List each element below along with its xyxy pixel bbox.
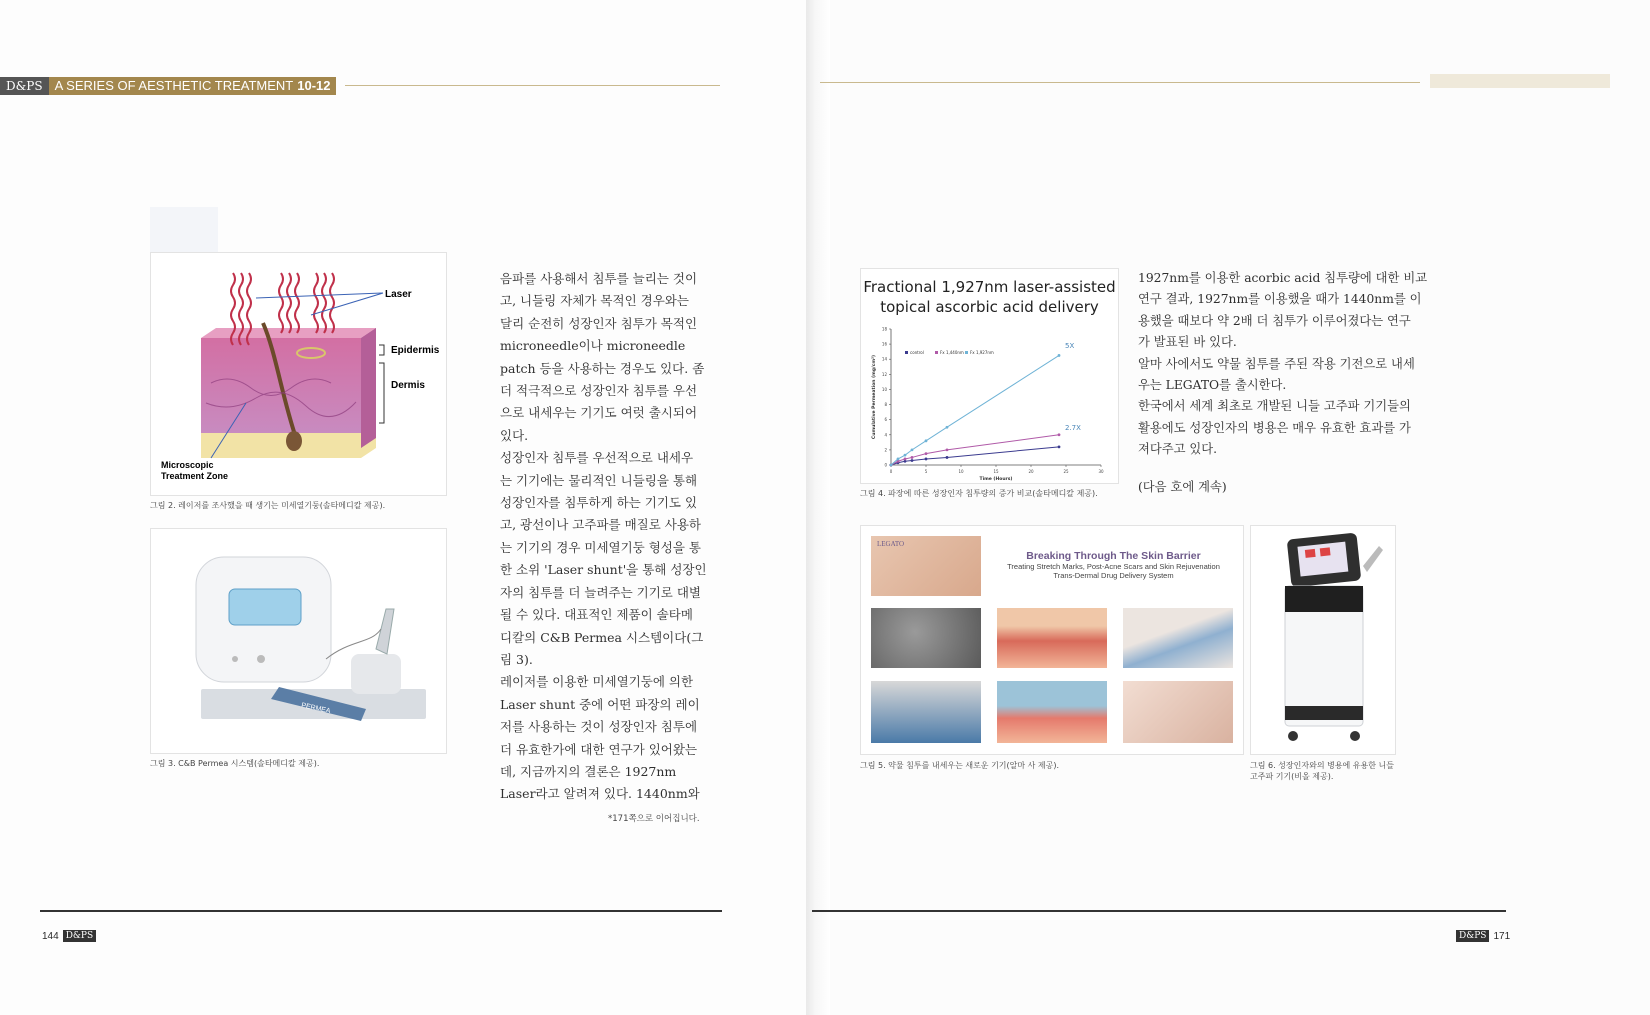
x-axis-label: Time (Hours)	[979, 477, 1013, 482]
label-epidermis: Epidermis	[391, 345, 440, 356]
y-tick-label: 16	[881, 341, 887, 347]
data-point	[904, 454, 907, 457]
collage-brochure	[1123, 681, 1233, 743]
data-point	[925, 458, 928, 461]
y-tick-label: 8	[884, 402, 887, 408]
data-point	[1058, 433, 1061, 436]
skin-diagram-svg	[151, 253, 446, 495]
legend-label: Fx 1,927nm	[970, 350, 994, 355]
data-point	[1058, 445, 1061, 448]
text-line: 으로 내세우는 기기도 여럿 출시되어	[500, 405, 698, 421]
text-line: 디칼의 C&B Permea 시스템이다(그	[500, 629, 704, 645]
text-line: 1927nm를 이용한 acorbic acid 침투량에 대한 비교	[1138, 271, 1428, 285]
left-page	[0, 0, 806, 1015]
data-point	[911, 459, 914, 462]
text-line: 는 기기의 경우 미세열기둥 형성을 통	[500, 539, 701, 555]
y-tick-label: 0	[884, 462, 887, 468]
x-tick-label: 15	[993, 469, 999, 474]
figure-6-caption	[1250, 760, 1394, 782]
x-tick-label: 0	[889, 469, 893, 474]
text-line: microneedle이나 microneedle	[500, 338, 686, 354]
text-line: 한 소위 'Laser shunt'을 통해 성장인	[500, 562, 707, 578]
text-line: 우는 LEGATO를 출시한다.	[1138, 378, 1287, 393]
figure-2-caption: 그림 2. 레이저를 조사했을 때 생기는 미세열기둥(솔타메디칼 제공).	[150, 501, 386, 510]
y-tick-label: 12	[881, 371, 887, 377]
page-number: 144	[42, 930, 59, 942]
text-line: 알마 사에서도 약물 침투를 주된 작용 기전으로 내세	[1138, 356, 1415, 371]
right-folio	[1456, 930, 1510, 942]
text-line: 성장인자 침투를 우선적으로 내세우	[500, 450, 694, 466]
text-line: 성장인자를 침투하게 하는 기기도 있	[500, 495, 698, 511]
text-line: 고, 니들링 자체가 목적인 경우와는	[500, 293, 689, 309]
data-point	[946, 448, 949, 451]
y-tick-label: 2	[884, 447, 887, 453]
text-line: 림 3).	[500, 651, 533, 667]
chart-title: Fractional 1,927nm laser-assisted topical ascorbic acid delivery	[863, 278, 1116, 316]
text-line: 연구 결과, 1927nm를 이용했을 때가 1440nm를 이	[1138, 292, 1422, 307]
text-line: 저를 사용하는 것이 성장인자 침투에	[500, 719, 698, 735]
text-line: 더 적극적으로 성장인자 침투를 우선	[500, 383, 698, 399]
x-tick-label: 30	[1098, 469, 1104, 474]
collage-roller-photo	[871, 608, 981, 668]
figure-6-needle-rf-device	[1250, 525, 1396, 755]
book-gutter	[806, 0, 830, 1015]
data-point	[1058, 354, 1061, 357]
text-line: 자의 침투를 더 늘려주는 기기로 대별	[500, 584, 701, 600]
series-header	[0, 77, 336, 95]
collage-applicator	[1123, 608, 1233, 668]
text-line: 는 기기에는 물리적인 니들링을 통해	[500, 472, 698, 488]
series-issue: 10-12	[297, 78, 331, 93]
header-rule	[345, 85, 720, 86]
y-tick-label: 14	[881, 356, 887, 362]
folio-brand: D&PS	[63, 930, 96, 942]
epidermis-top	[201, 328, 376, 338]
series-line	[891, 355, 1059, 465]
data-point	[911, 448, 914, 451]
text-line: 한국에서 세계 최초로 개발된 니들 고주파 기기들의	[1138, 399, 1411, 414]
y-tick-label: 6	[884, 417, 887, 423]
text-line: 될 수 있다. 대표적인 제품이 솔타메	[500, 607, 693, 623]
text-line: Laser라고 알려져 있다. 1440nm와	[500, 786, 700, 802]
text-line: Laser shunt 중에 어떤 파장의 레이	[500, 696, 700, 712]
data-point	[897, 458, 900, 461]
page-number: 171	[1493, 930, 1511, 942]
figure-3-permea-device	[150, 528, 447, 754]
text-line: patch 등을 사용하는 경우도 있다. 좀	[500, 360, 705, 376]
y-tick-label: 4	[884, 432, 887, 438]
chart-annotation: 5X	[1065, 341, 1075, 350]
collage-skin-photo	[871, 536, 981, 596]
data-point	[925, 452, 928, 455]
folio-brand: D&PS	[1456, 930, 1489, 942]
text-line: 있다.	[500, 427, 529, 443]
text-line: 레이저를 이용한 미세열기둥에 의한	[500, 674, 694, 690]
figure-6-caption-2: 고주파 기기(비올 제공).	[1250, 772, 1334, 781]
right-footer-rule	[812, 910, 1506, 912]
data-point	[946, 456, 949, 459]
right-page	[830, 0, 1650, 1015]
x-tick-label: 5	[924, 469, 928, 474]
figure-5-legato-collage	[860, 525, 1244, 755]
series-title	[49, 77, 337, 95]
y-axis-label: Cumulative Permeation (mg/cm²)	[872, 354, 877, 440]
text-line: 음파를 사용해서 침투를 늘리는 것이	[500, 271, 698, 286]
data-point	[904, 458, 907, 461]
next-issue-note: (다음 호에 계속)	[1138, 479, 1227, 494]
collage-title-block	[991, 550, 1236, 580]
collage-handpiece	[871, 681, 981, 743]
data-point	[925, 439, 928, 442]
data-point	[946, 426, 949, 429]
label-laser: Laser	[385, 289, 412, 300]
x-tick-label: 10	[958, 469, 964, 474]
text-line: 더 유효한가에 대한 연구가 있어왔는	[500, 741, 698, 757]
right-header-bar	[1430, 74, 1610, 88]
x-tick-label: 25	[1063, 469, 1069, 474]
right-body-text	[1138, 268, 1438, 498]
figure-3-caption: 그림 3. C&B Permea 시스템(솔타메디칼 제공).	[150, 759, 320, 768]
legend-label: control	[910, 350, 924, 355]
collage-skin-section-1	[997, 608, 1107, 668]
legend-swatch	[935, 351, 938, 354]
label-mtz-2: Treatment Zone	[161, 471, 229, 481]
collage-subtitle-1: Treating Stretch Marks, Post-Acne Scars and Skin Rejuvenation	[1007, 562, 1220, 571]
continue-note: *171쪽으로 이어집니다.	[608, 814, 700, 824]
figure-4-chart	[860, 268, 1119, 484]
text-line: 져다주고 있다.	[1138, 442, 1218, 457]
collage-skin-section-2	[997, 681, 1107, 743]
right-header-rule	[820, 82, 1420, 83]
legato-logo: LEGATO	[877, 540, 905, 548]
x-tick-label: 20	[1028, 469, 1034, 474]
figure-4-caption: 그림 4. 파장에 따른 성장인자 침투량의 증가 비교(솔타메디칼 제공).	[860, 489, 1098, 498]
collage-title: Breaking Through The Skin Barrier	[1026, 550, 1201, 562]
legend-label: Fx 1,440nm	[940, 350, 964, 355]
series-name: A SERIES OF AESTHETIC TREATMENT	[54, 78, 294, 93]
data-point	[911, 456, 914, 459]
text-line: 용했을 때보다 약 2배 더 침투가 이루어졌다는 연구	[1138, 313, 1411, 328]
figure-6-caption-1: 그림 6. 성장인자와의 병용에 유용한 니들	[1250, 761, 1394, 770]
left-folio	[42, 930, 96, 942]
y-tick-label: 10	[881, 386, 887, 392]
chart-annotation: 2.7X	[1065, 424, 1081, 433]
figure-5-caption: 그림 5. 약물 침투를 내세우는 새로운 기기(알마 사 제공).	[860, 761, 1060, 770]
text-line: 가 발표된 바 있다.	[1138, 335, 1237, 350]
legend-swatch	[905, 351, 908, 354]
permea-device-svg	[151, 529, 446, 753]
left-footer-rule	[40, 910, 722, 912]
y-tick-label: 18	[881, 326, 887, 332]
text-line: 달리 순전히 성장인자 침투가 목적인	[500, 315, 698, 331]
text-line: 고, 광선이나 고주파를 매질로 사용하	[500, 517, 701, 533]
left-body-text	[500, 268, 710, 806]
legend-swatch	[965, 351, 968, 354]
text-line: 활용에도 성장인자의 병용은 매우 유효한 효과를 가	[1138, 420, 1411, 435]
chart-svg	[861, 269, 1118, 483]
text-line: 데, 지금까지의 결론은 1927nm	[500, 763, 677, 779]
collage-subtitle-2: Trans-Dermal Drug Delivery System	[1053, 571, 1174, 580]
rf-device-svg	[1251, 526, 1395, 754]
label-mtz-1: Microscopic	[161, 460, 214, 470]
data-point	[890, 464, 893, 467]
brand-logo: D&PS	[0, 77, 49, 95]
device-brand: PERMEA	[300, 702, 331, 716]
label-dermis: Dermis	[391, 380, 425, 391]
figure-2-skin-diagram	[150, 252, 447, 496]
